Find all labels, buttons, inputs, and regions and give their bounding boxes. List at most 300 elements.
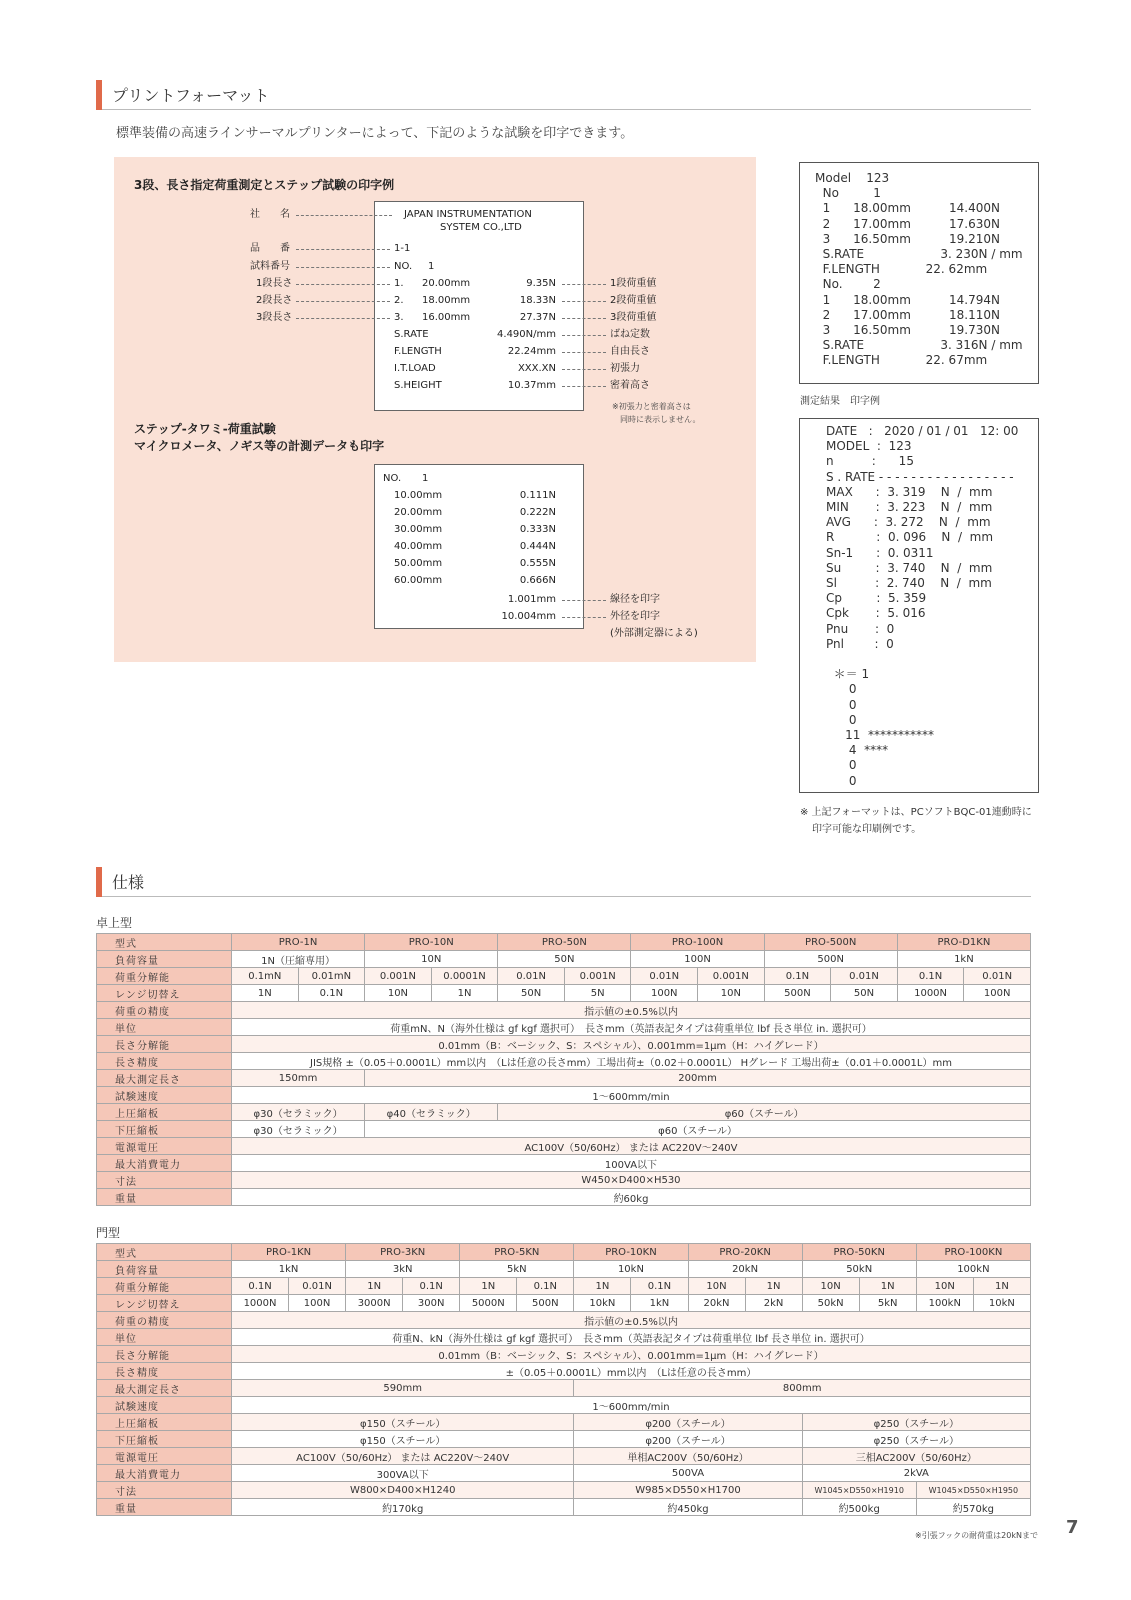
row-label: 寸法 xyxy=(97,1482,232,1499)
step-load: 0.555N xyxy=(519,558,556,569)
row-label: 最大測定長さ xyxy=(97,1380,232,1397)
leader-line xyxy=(562,335,606,336)
table-cell: JIS規格 ±（0.05＋0.0001L）mm以内 （Lは任意の長さmm）工場出荷±（0.02＋0.0001L） Hグレード 工場出荷±（0.01＋0.0001L）mm xyxy=(232,1053,1031,1070)
spec-header xyxy=(96,867,1031,897)
step-load: 0.666N xyxy=(519,575,556,586)
step-length: 60.00mm xyxy=(394,575,443,586)
row-label: 長さ分解能 xyxy=(97,1346,232,1363)
table-cell: 0.1N xyxy=(517,1278,574,1295)
section-marker xyxy=(96,80,102,110)
row-label: 負荷容量 xyxy=(97,1261,232,1278)
model-cell: PRO-3KN xyxy=(346,1244,460,1261)
table-row xyxy=(97,1155,1031,1172)
table-row xyxy=(97,1312,1031,1329)
row-length: 18.00mm xyxy=(422,295,471,306)
row-label: レンジ切替え xyxy=(97,985,232,1002)
table-cell: 0.1N xyxy=(403,1278,460,1295)
table-cell: 5kN xyxy=(859,1295,916,1312)
table-cell: 0.01mN xyxy=(298,968,365,985)
printout-line: No 1 xyxy=(815,186,881,201)
table-cell: 500N xyxy=(764,985,831,1002)
table-cell: 0.01mm（B：ベーシック、S：スペシャル）、0.001mm=1μm（H：ハイグレード） xyxy=(232,1036,1031,1053)
table-row xyxy=(97,1104,1031,1121)
table-row xyxy=(97,1482,1031,1499)
row-label: 寸法 xyxy=(97,1172,232,1189)
row-label: 荷重の精度 xyxy=(97,1002,232,1019)
table-cell: 500N xyxy=(764,951,897,968)
table-cell: φ200（スチール） xyxy=(574,1414,802,1431)
table-row xyxy=(97,1278,1031,1295)
table-cell: AC100V（50/60Hz） または AC220V～240V xyxy=(232,1138,1031,1155)
printout-line: Pnl : 0 xyxy=(826,636,894,651)
table-cell: 10N xyxy=(688,1278,745,1295)
table-cell: φ30（セラミック） xyxy=(232,1121,365,1138)
table-cell: 10N xyxy=(802,1278,859,1295)
row-label: 試験速度 xyxy=(97,1087,232,1104)
table-cell: 1kN xyxy=(897,951,1030,968)
leader-line xyxy=(562,318,606,319)
table-cell: 1N xyxy=(232,985,299,1002)
company-line2: SYSTEM CO.,LTD xyxy=(440,222,522,233)
table-cell: 3000N xyxy=(346,1295,403,1312)
model-cell: PRO-100KN xyxy=(916,1244,1030,1261)
row-index: 2. xyxy=(394,295,404,306)
table-cell: 約170kg xyxy=(232,1499,574,1516)
note-line1: ※初張力と密着高さは xyxy=(612,402,691,411)
step-length: 20.00mm xyxy=(394,507,443,518)
model-cell: PRO-10KN xyxy=(574,1244,688,1261)
table-cell: 荷重mN、N（海外仕様は gf kgf 選択可） 長さmm（英語表記タイプは荷重単位 lbf 長さ単位 in. 選択可） xyxy=(232,1019,1031,1036)
printout-line: Su : 3. 740 N / mm xyxy=(826,560,993,575)
printout-line: F.LENGTH 22. 67mm xyxy=(815,353,988,368)
leader-line xyxy=(562,600,606,601)
table-cell: 0.01N xyxy=(289,1278,346,1295)
table-cell: 300VA以下 xyxy=(232,1465,574,1482)
extra-label: I.T.LOAD xyxy=(394,363,436,374)
table-cell: 0.1N xyxy=(232,1278,289,1295)
table-row xyxy=(97,1329,1031,1346)
table-cell: 200mm xyxy=(365,1070,1031,1087)
row-load: 27.37N xyxy=(519,312,556,323)
leader-line xyxy=(296,249,390,250)
table-cell: φ150（スチール） xyxy=(232,1414,574,1431)
table-cell: W800×D400×H1240 xyxy=(232,1482,574,1499)
printout-line: 0 xyxy=(826,712,857,727)
section-title: 仕様 xyxy=(112,873,145,892)
printout-line: Model 123 xyxy=(815,171,890,185)
table-row xyxy=(97,1346,1031,1363)
table-cell: W1045×D550×H1950 xyxy=(916,1482,1030,1499)
table-cell: 1N（圧縮専用） xyxy=(232,951,365,968)
step-load: 0.444N xyxy=(519,541,556,552)
table-cell: φ200（スチール） xyxy=(574,1431,802,1448)
printout-line: MIN : 3. 223 N / mm xyxy=(826,500,993,514)
table-cell: φ60（スチール） xyxy=(365,1121,1031,1138)
table-cell: 50N xyxy=(498,951,631,968)
table-cell: 800mm xyxy=(574,1380,1031,1397)
row-label: 荷重分解能 xyxy=(97,1278,232,1295)
table-cell: φ150（スチール） xyxy=(232,1431,574,1448)
leader-line xyxy=(562,369,606,370)
model-cell: PRO-1N xyxy=(232,934,365,951)
row-load: 18.33N xyxy=(519,295,556,306)
table-cell: φ40（セラミック） xyxy=(365,1104,498,1121)
table-cell: 0.01mm（B：ベーシック、S：スペシャル）、0.001mm=1μm（H：ハイグレード） xyxy=(232,1346,1031,1363)
printout-line: Cpk : 5. 016 xyxy=(826,606,926,621)
label-hinban: 品 番 xyxy=(250,243,290,254)
leader-line xyxy=(562,284,606,285)
row-label: 型式 xyxy=(97,934,232,951)
table-cell: 10N xyxy=(698,985,765,1002)
label-spring-rate: ばね定数 xyxy=(610,329,650,340)
step-load: 0.111N xyxy=(519,490,556,501)
extra-value: 22.24mm xyxy=(507,346,556,357)
extra-label: F.LENGTH xyxy=(394,346,442,357)
label-sample-no: 試料番号 xyxy=(250,261,290,272)
leader-line xyxy=(296,267,390,268)
printout-caption: 測定結果 印字例 xyxy=(800,396,880,407)
print-format-header xyxy=(96,80,1031,110)
table-cell: 1～600mm/min xyxy=(232,1087,1031,1104)
step-length: 30.00mm xyxy=(394,524,443,535)
step-length: 10.00mm xyxy=(394,490,443,501)
no-label: NO. xyxy=(383,473,402,484)
printout-line: ＊＝ 1 xyxy=(826,667,870,682)
table-row xyxy=(97,1036,1031,1053)
label-solid-height: 密着高さ xyxy=(610,380,650,391)
extra-value: 4.490N/mm xyxy=(497,329,556,340)
row-label: 最大消費電力 xyxy=(97,1155,232,1172)
table-cell: 約450kg xyxy=(574,1499,802,1516)
row-label: 長さ分解能 xyxy=(97,1036,232,1053)
label-outer-diameter: 外径を印字 xyxy=(610,611,660,622)
leader-line xyxy=(296,318,390,319)
table-row xyxy=(97,1172,1031,1189)
table-row xyxy=(97,1414,1031,1431)
table-cell: 1000N xyxy=(897,985,964,1002)
table-cell: 3kN xyxy=(346,1261,460,1278)
table-cell: 0.1mN xyxy=(232,968,299,985)
table-row xyxy=(97,1431,1031,1448)
printout-line: No. 2 xyxy=(815,277,881,292)
table-cell: 0.01N xyxy=(964,968,1031,985)
table-cell: 10kN xyxy=(973,1295,1030,1312)
table-cell: 1N xyxy=(859,1278,916,1295)
page-number: 7 xyxy=(1066,1517,1079,1538)
table-cell: 50kN xyxy=(802,1295,859,1312)
leader-line xyxy=(562,617,606,618)
printout-line: Cp : 5. 359 xyxy=(826,591,927,606)
table-cell: 0.0001N xyxy=(431,968,498,985)
row-label: 電源電圧 xyxy=(97,1138,232,1155)
table-cell: 1000N xyxy=(232,1295,289,1312)
wire-diameter-value: 1.001mm xyxy=(507,594,556,605)
table-cell: 300N xyxy=(403,1295,460,1312)
row-index: 3. xyxy=(394,312,404,323)
table-cell: 1N xyxy=(346,1278,403,1295)
step-load: 0.222N xyxy=(519,507,556,518)
printout-line: Sl : 2. 740 N / mm xyxy=(826,576,992,590)
model-cell: PRO-500N xyxy=(764,934,897,951)
row-label: 重量 xyxy=(97,1189,232,1206)
printout-line: S . RATE - - - - - - - - - - - - - - - - - xyxy=(826,469,1014,484)
table-cell: φ60（スチール） xyxy=(498,1104,1031,1121)
table-cell: 1～600mm/min xyxy=(232,1397,1031,1414)
section-marker xyxy=(96,867,102,897)
table-cell: φ250（スチール） xyxy=(802,1414,1030,1431)
printout-line: S.RATE 3. 316N / mm xyxy=(815,338,1023,353)
table-cell: ±（0.05＋0.0001L）mm以内 （Lは任意の長さmm） xyxy=(232,1363,1031,1380)
printout-line: 2 17.00mm 18.110N xyxy=(815,307,1000,322)
model-cell: PRO-1KN xyxy=(232,1244,346,1261)
extra-value: XXX.XN xyxy=(517,363,556,374)
table-cell: 10N xyxy=(365,951,498,968)
gate-spec-table xyxy=(96,1243,1031,1516)
table-cell: W450×D400×H530 xyxy=(232,1172,1031,1189)
step-length: 50.00mm xyxy=(394,558,443,569)
no-value: 1 xyxy=(422,473,429,484)
table-row xyxy=(97,1380,1031,1397)
model-cell: PRO-10N xyxy=(365,934,498,951)
table-cell: 単相AC200V（50/60Hz） xyxy=(574,1448,802,1465)
outer-diameter-value: 10.004mm xyxy=(501,611,556,622)
printout-note-2: 印字可能な印刷例です。 xyxy=(812,824,922,835)
table-cell: 2kN xyxy=(745,1295,802,1312)
table-row xyxy=(97,1499,1031,1516)
table-cell: 100N xyxy=(289,1295,346,1312)
step-load: 0.333N xyxy=(519,524,556,535)
table-row xyxy=(97,1019,1031,1036)
table-cell: 500VA xyxy=(574,1465,802,1482)
table-cell: 10kN xyxy=(574,1261,688,1278)
row-label: 上圧縮板 xyxy=(97,1104,232,1121)
table-row xyxy=(97,1363,1031,1380)
table-row xyxy=(97,985,1031,1002)
printout-line: 11 *********** xyxy=(826,728,934,742)
row-length: 16.00mm xyxy=(422,312,471,323)
printout-line: 3 16.50mm 19.730N xyxy=(815,323,1000,337)
table-cell: φ250（スチール） xyxy=(802,1431,1030,1448)
table-row xyxy=(97,951,1031,968)
printout-line: 2 17.00mm 17.630N xyxy=(815,216,1000,231)
table-row xyxy=(97,1244,1031,1261)
table-cell: 500N xyxy=(517,1295,574,1312)
row-label: 上圧縮板 xyxy=(97,1414,232,1431)
table-cell: 指示値の±0.5%以内 xyxy=(232,1002,1031,1019)
example2-heading2: マイクロメータ、ノギス等の計測データも印字 xyxy=(134,439,385,453)
table-cell: 0.01N xyxy=(631,968,698,985)
row-label: 単位 xyxy=(97,1329,232,1346)
table-cell: W1045×D550×H1910 xyxy=(802,1482,916,1499)
row-label: レンジ切替え xyxy=(97,1295,232,1312)
printout-note-1: ※ 上記フォーマットは、PCソフトBQC-01連動時に xyxy=(800,807,1032,818)
table-cell: 10N xyxy=(365,985,432,1002)
table-cell: 1N xyxy=(574,1278,631,1295)
row-label: 荷重分解能 xyxy=(97,968,232,985)
printout-line: 0 xyxy=(826,758,857,773)
table-cell: 指示値の±0.5%以内 xyxy=(232,1312,1031,1329)
hinban-value: 1-1 xyxy=(394,243,411,254)
table-row xyxy=(97,934,1031,951)
table-cell: 0.1N xyxy=(764,968,831,985)
table-cell: 0.01N xyxy=(498,968,565,985)
footnote: ※引張フックの耐荷重は20kNまで xyxy=(915,1531,1038,1540)
table-cell: 0.001N xyxy=(698,968,765,985)
leader-line xyxy=(562,352,606,353)
model-cell: PRO-100N xyxy=(631,934,764,951)
table-row xyxy=(97,1138,1031,1155)
label-load1: 1段荷重値 xyxy=(610,278,657,289)
row-label: 最大消費電力 xyxy=(97,1465,232,1482)
extra-label: S.HEIGHT xyxy=(394,380,442,391)
table-row xyxy=(97,1397,1031,1414)
model-cell: PRO-D1KN xyxy=(897,934,1030,951)
table-cell: 1kN xyxy=(232,1261,346,1278)
label-length2: 2段長さ xyxy=(256,295,293,306)
extra-label: S.RATE xyxy=(394,329,429,340)
printout-line: MODEL : 123 xyxy=(826,439,912,454)
printout-line: R : 0. 096 N / mm xyxy=(826,530,994,545)
table-cell: 約570kg xyxy=(916,1499,1030,1516)
model-cell: PRO-5KN xyxy=(460,1244,574,1261)
table-cell: 0.001N xyxy=(564,968,631,985)
table-row xyxy=(97,1465,1031,1482)
label-external-device: (外部測定器による) xyxy=(610,628,698,639)
table-cell: 1kN xyxy=(631,1295,688,1312)
table-cell: 0.01N xyxy=(831,968,898,985)
table-cell: 50N xyxy=(831,985,898,1002)
printout-line: 4 **** xyxy=(826,743,889,758)
table-cell: 1N xyxy=(745,1278,802,1295)
table-cell: 590mm xyxy=(232,1380,574,1397)
table-cell: 100VA以下 xyxy=(232,1155,1031,1172)
label-length1: 1段長さ xyxy=(256,278,293,289)
printout-line: S.RATE 3. 230N / mm xyxy=(815,247,1023,261)
example2-heading1: ステップ-タワミ-荷重試験 xyxy=(134,422,276,436)
label-initial-tension: 初張力 xyxy=(610,363,640,374)
row-index: 1. xyxy=(394,278,404,289)
table-cell: AC100V（50/60Hz） または AC220V～240V xyxy=(232,1448,574,1465)
printout-line: n : 15 xyxy=(826,454,914,469)
table-row xyxy=(97,1121,1031,1138)
table-row xyxy=(97,1295,1031,1312)
table-cell: 10N xyxy=(916,1278,973,1295)
table-cell: 100kN xyxy=(916,1295,973,1312)
row-label: 最大測定長さ xyxy=(97,1070,232,1087)
table-cell: 5kN xyxy=(460,1261,574,1278)
row-label: 負荷容量 xyxy=(97,951,232,968)
printout-line: Sn-1 : 0. 0311 xyxy=(826,545,934,560)
leader-line xyxy=(296,215,392,216)
desktop-spec-table xyxy=(96,933,1031,1206)
table-cell: W985×D550×H1700 xyxy=(574,1482,802,1499)
label-free-length: 自由長さ xyxy=(610,346,650,357)
table-cell: 三相AC200V（50/60Hz） xyxy=(802,1448,1030,1465)
row-label: 下圧縮板 xyxy=(97,1431,232,1448)
printout-line: F.LENGTH 22. 62mm xyxy=(815,262,988,277)
row-label: 長さ精度 xyxy=(97,1053,232,1070)
table-cell: 20kN xyxy=(688,1261,802,1278)
table-cell: 約60kg xyxy=(232,1189,1031,1206)
printout-line: 1 18.00mm 14.400N xyxy=(815,201,1000,216)
row-label: 電源電圧 xyxy=(97,1448,232,1465)
leader-line xyxy=(562,386,606,387)
printout-line: 1 18.00mm 14.794N xyxy=(815,292,1000,307)
step-length: 40.00mm xyxy=(394,541,443,552)
label-load2: 2段荷重値 xyxy=(610,295,657,306)
row-label: 重量 xyxy=(97,1499,232,1516)
label-load3: 3段荷重値 xyxy=(610,312,657,323)
table-row xyxy=(97,1002,1031,1019)
table-row xyxy=(97,1087,1031,1104)
label-company: 社 名 xyxy=(250,209,290,220)
section-title: プリントフォーマット xyxy=(112,86,270,105)
table-cell: 0.1N xyxy=(631,1278,688,1295)
leader-line xyxy=(562,301,606,302)
model-cell: PRO-20KN xyxy=(688,1244,802,1261)
row-label: 荷重の精度 xyxy=(97,1312,232,1329)
example1-heading: 3段、長さ指定荷重測定とステップ試験の印字例 xyxy=(134,178,395,192)
table-cell: 1N xyxy=(460,1278,517,1295)
printout-line: 0 xyxy=(826,773,857,788)
leader-line xyxy=(296,284,390,285)
intro-text: 標準装備の高速ラインサーマルプリンターによって、下記のような試験を印字できます。 xyxy=(116,126,634,141)
table-cell: 0.1N xyxy=(298,985,365,1002)
model-cell: PRO-50N xyxy=(498,934,631,951)
row-label: 長さ精度 xyxy=(97,1363,232,1380)
table-cell: 100N xyxy=(631,985,698,1002)
row-load: 9.35N xyxy=(526,278,556,289)
table-row xyxy=(97,1053,1031,1070)
table-cell: 50kN xyxy=(802,1261,916,1278)
table-cell: 100kN xyxy=(916,1261,1030,1278)
label-length3: 3段長さ xyxy=(256,312,293,323)
table-row xyxy=(97,968,1031,985)
printout-line: AVG : 3. 272 N / mm xyxy=(826,515,991,530)
table-cell: 100N xyxy=(631,951,764,968)
table-cell: 1N xyxy=(973,1278,1030,1295)
no-label: NO. xyxy=(394,261,413,272)
table-cell: 約500kg xyxy=(802,1499,916,1516)
row-length: 20.00mm xyxy=(422,278,471,289)
note-line2: 同時に表示しません。 xyxy=(620,415,701,424)
row-label: 下圧縮板 xyxy=(97,1121,232,1138)
table-cell: 2kVA xyxy=(802,1465,1030,1482)
table-row xyxy=(97,1448,1031,1465)
printout-line: DATE : 2020 / 01 / 01 12: 00 xyxy=(826,424,1019,438)
model-cell: PRO-50KN xyxy=(802,1244,916,1261)
table-cell: 150mm xyxy=(232,1070,365,1087)
table-cell: 1N xyxy=(431,985,498,1002)
table-row xyxy=(97,1070,1031,1087)
table-row xyxy=(97,1189,1031,1206)
leader-line xyxy=(296,301,390,302)
table-row xyxy=(97,1261,1031,1278)
printout-line: 0 xyxy=(826,697,857,712)
company-line1: JAPAN INSTRUMENTATION xyxy=(404,209,532,220)
row-label: 試験速度 xyxy=(97,1397,232,1414)
table-cell: 10kN xyxy=(574,1295,631,1312)
table-cell: 荷重N、kN（海外仕様は gf kgf 選択可） 長さmm（英語表記タイプは荷重単位 lbf 長さ単位 in. 選択可） xyxy=(232,1329,1031,1346)
printout-line: Pnu : 0 xyxy=(826,621,895,636)
table-cell: 100N xyxy=(964,985,1031,1002)
table-cell: 5000N xyxy=(460,1295,517,1312)
label-wire-diameter: 線径を印字 xyxy=(610,594,660,605)
table2-subtitle: 門型 xyxy=(96,1226,121,1240)
printout-line: 0 xyxy=(826,682,857,697)
no-value: 1 xyxy=(428,261,435,272)
table-cell: 20kN xyxy=(688,1295,745,1312)
